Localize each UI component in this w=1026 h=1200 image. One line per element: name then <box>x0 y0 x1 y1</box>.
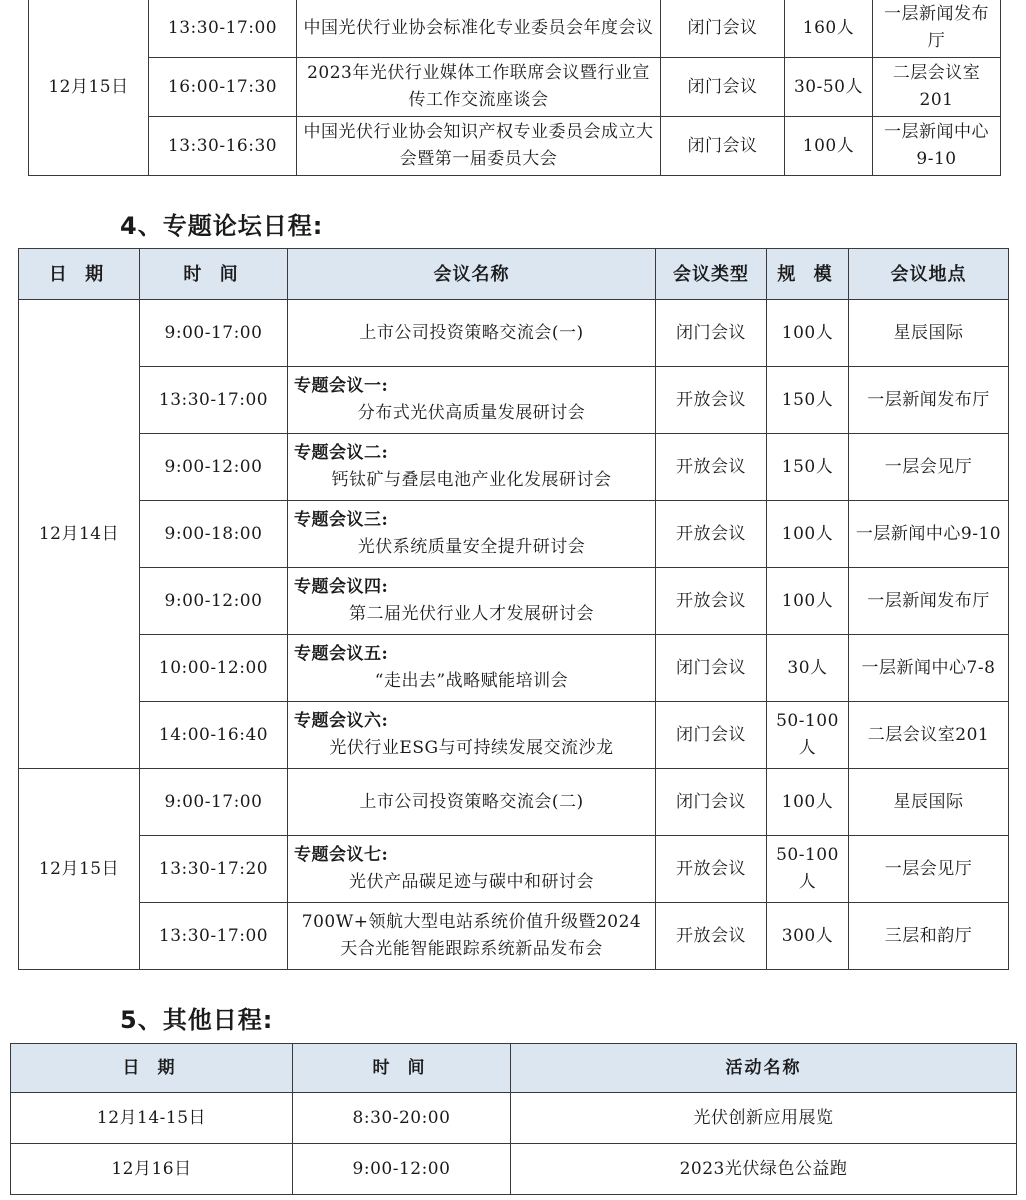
other-schedule-table <box>10 1043 1017 1195</box>
table-row <box>29 0 1001 58</box>
time-cell: 9:00-17:00 <box>140 769 288 836</box>
meeting-name-cell <box>288 434 656 501</box>
table-row <box>11 1144 1017 1195</box>
meeting-type-cell: 闭门会议 <box>656 300 767 367</box>
meeting-name: 上市公司投资策略交流会(一) <box>359 322 584 343</box>
time-cell: 8:30-20:00 <box>293 1093 511 1144</box>
other-section-title: 5、其他日程: <box>120 1006 274 1034</box>
scale-cell: 100人 <box>767 501 849 568</box>
time-cell: 9:00-17:00 <box>140 300 288 367</box>
meeting-name-cell <box>288 702 656 769</box>
meeting-name-cell <box>288 568 656 635</box>
top-schedule-table <box>28 0 1001 176</box>
date-cell: 12月16日 <box>11 1144 293 1195</box>
header-time: 时 间 <box>293 1044 511 1093</box>
time-cell: 10:00-12:00 <box>140 635 288 702</box>
location-cell: 二层会议室201 <box>873 58 1001 117</box>
meeting-name-cell: 中国光伏行业协会知识产权专业委员会成立大会暨第一届委员大会 <box>297 117 661 176</box>
table-row <box>19 434 1009 501</box>
topic-label: 专题会议六: <box>294 711 389 731</box>
location-cell: 一层新闻中心7-8 <box>849 635 1009 702</box>
topic-label: 专题会议二: <box>294 443 389 463</box>
meeting-name: 700W+领航大型电站系统价值升级暨2024天合光能智能跟踪系统新品发布会 <box>301 912 642 959</box>
meeting-name: 光伏行业ESG与可持续发展交流沙龙 <box>329 738 614 758</box>
scale-cell: 30人 <box>767 635 849 702</box>
meeting-name: 光伏产品碳足迹与碳中和研讨会 <box>349 872 594 892</box>
meeting-name-cell <box>288 501 656 568</box>
time-cell: 14:00-16:40 <box>140 702 288 769</box>
table-row <box>11 1093 1017 1144</box>
time-cell: 13:30-17:00 <box>140 903 288 970</box>
date-cell: 12月15日 <box>29 0 149 176</box>
table-row <box>19 836 1009 903</box>
meeting-name-cell <box>288 769 656 836</box>
location-cell: 一层新闻中心9-10 <box>849 501 1009 568</box>
meeting-name-cell <box>288 836 656 903</box>
time-cell: 13:30-16:30 <box>149 117 297 176</box>
header-activity-name: 活动名称 <box>511 1044 1017 1093</box>
table-row <box>19 568 1009 635</box>
table-row <box>19 501 1009 568</box>
scale-cell: 50-100人 <box>767 702 849 769</box>
date-cell: 12月14-15日 <box>11 1093 293 1144</box>
time-cell: 13:30-17:00 <box>149 0 297 58</box>
meeting-type-cell: 闭门会议 <box>656 635 767 702</box>
header-date: 日 期 <box>19 249 140 300</box>
meeting-type-cell: 闭门会议 <box>661 58 785 117</box>
scale-cell: 160人 <box>785 0 873 58</box>
scale-cell: 100人 <box>767 300 849 367</box>
meeting-name-cell <box>288 367 656 434</box>
meeting-type-cell: 闭门会议 <box>656 769 767 836</box>
table-header-row <box>11 1044 1017 1093</box>
meeting-name-cell <box>288 903 656 970</box>
location-cell: 一层会见厅 <box>849 434 1009 501</box>
time-cell: 16:00-17:30 <box>149 58 297 117</box>
scale-cell: 30-50人 <box>785 58 873 117</box>
header-meeting-name: 会议名称 <box>288 249 656 300</box>
meeting-type-cell: 开放会议 <box>656 836 767 903</box>
meeting-type-cell: 闭门会议 <box>661 117 785 176</box>
time-cell: 9:00-12:00 <box>293 1144 511 1195</box>
table-row <box>19 903 1009 970</box>
scale-cell: 300人 <box>767 903 849 970</box>
location-cell: 一层新闻发布厅 <box>849 568 1009 635</box>
date-cell: 12月15日 <box>19 769 140 970</box>
location-cell: 一层新闻发布厅 <box>849 367 1009 434</box>
table-row <box>19 635 1009 702</box>
header-scale: 规 模 <box>767 249 849 300</box>
meeting-name: 上市公司投资策略交流会(二) <box>359 791 584 812</box>
header-time: 时 间 <box>140 249 288 300</box>
meeting-name: “走出去”战略赋能培训会 <box>374 671 569 691</box>
table-row <box>19 367 1009 434</box>
forum-section-title: 4、专题论坛日程: <box>120 212 324 240</box>
activity-name-cell: 光伏创新应用展览 <box>511 1093 1017 1144</box>
table-row <box>29 58 1001 117</box>
meeting-name: 钙钛矿与叠层电池产业化发展研讨会 <box>331 470 612 490</box>
location-cell: 星辰国际 <box>849 300 1009 367</box>
meeting-type-cell: 闭门会议 <box>661 0 785 58</box>
meeting-name: 分布式光伏高质量发展研讨会 <box>357 403 586 423</box>
table-header-row <box>19 249 1009 300</box>
location-cell: 一层会见厅 <box>849 836 1009 903</box>
time-cell: 9:00-12:00 <box>140 434 288 501</box>
meeting-type-cell: 开放会议 <box>656 903 767 970</box>
forum-schedule-table <box>18 248 1009 970</box>
meeting-type-cell: 闭门会议 <box>656 702 767 769</box>
table-row <box>19 769 1009 836</box>
scale-cell: 100人 <box>767 769 849 836</box>
topic-label: 专题会议三: <box>294 510 389 530</box>
header-date: 日 期 <box>11 1044 293 1093</box>
meeting-name: 光伏系统质量安全提升研讨会 <box>357 537 586 557</box>
topic-label: 专题会议四: <box>294 577 389 597</box>
meeting-type-cell: 开放会议 <box>656 367 767 434</box>
topic-label: 专题会议七: <box>294 845 389 865</box>
topic-label: 专题会议一: <box>294 376 389 396</box>
date-cell: 12月14日 <box>19 300 140 769</box>
table-row <box>19 702 1009 769</box>
time-cell: 13:30-17:20 <box>140 836 288 903</box>
scale-cell: 100人 <box>785 117 873 176</box>
scale-cell: 50-100人 <box>767 836 849 903</box>
location-cell: 星辰国际 <box>849 769 1009 836</box>
meeting-type-cell: 开放会议 <box>656 568 767 635</box>
meeting-type-cell: 开放会议 <box>656 434 767 501</box>
location-cell: 二层会议室201 <box>849 702 1009 769</box>
header-location: 会议地点 <box>849 249 1009 300</box>
location-cell: 一层新闻中心9-10 <box>873 117 1001 176</box>
time-cell: 9:00-12:00 <box>140 568 288 635</box>
scale-cell: 150人 <box>767 434 849 501</box>
meeting-type-cell: 开放会议 <box>656 501 767 568</box>
meeting-name-cell <box>288 635 656 702</box>
meeting-name: 第二届光伏行业人才发展研讨会 <box>349 604 594 624</box>
location-cell: 一层新闻发布厅 <box>873 0 1001 58</box>
activity-name-cell: 2023光伏绿色公益跑 <box>511 1144 1017 1195</box>
meeting-name-cell: 2023年光伏行业媒体工作联席会议暨行业宣传工作交流座谈会 <box>297 58 661 117</box>
time-cell: 9:00-18:00 <box>140 501 288 568</box>
location-cell: 三层和韵厅 <box>849 903 1009 970</box>
scale-cell: 150人 <box>767 367 849 434</box>
meeting-name-cell <box>288 300 656 367</box>
table-row <box>19 300 1009 367</box>
header-meeting-type: 会议类型 <box>656 249 767 300</box>
scale-cell: 100人 <box>767 568 849 635</box>
table-row <box>29 117 1001 176</box>
meeting-name-cell: 中国光伏行业协会标准化专业委员会年度会议 <box>297 0 661 58</box>
time-cell: 13:30-17:00 <box>140 367 288 434</box>
topic-label: 专题会议五: <box>294 644 389 664</box>
